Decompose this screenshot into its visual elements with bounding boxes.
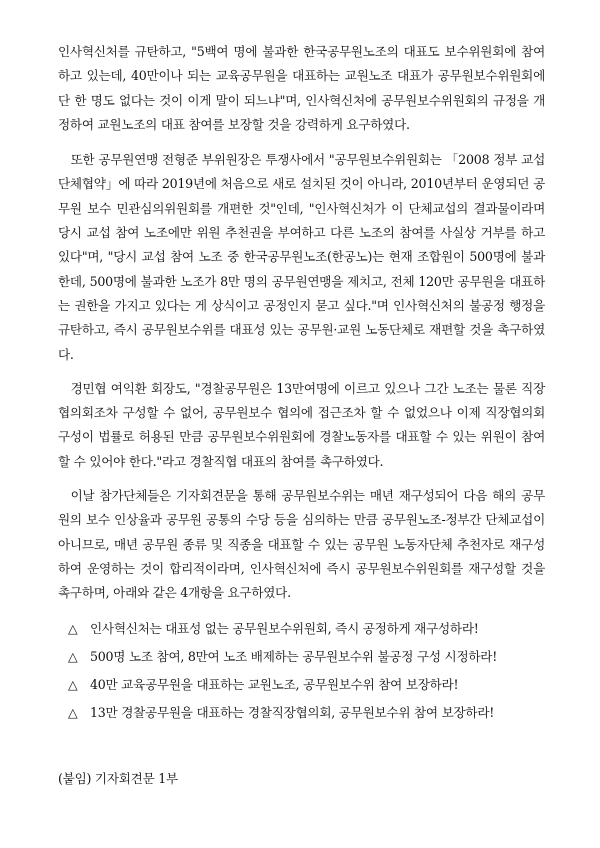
attachment-note: (붙임) 기자회견문 1부	[58, 771, 178, 786]
triangle-bullet-icon: △	[68, 648, 78, 664]
paragraph-federation-speech: 또한 공무원연맹 전형준 부위원장은 투쟁사에서 "공무원보수위원회는 「2008 정부 교섭 단체협약」에 따라 2019년에 처음으로 새로 설치된 것이 아니라, 2010년부터 운영되던 공무원 보수 민관심의위원회를 개편한 것"인데, "인사혁신처가 이 단체교섭의 결과물이라며 당시 교섭 참여 노조에만 위원 추천권을 부여하고 다른 노조의 참여를 사실상 거부를 하고 있다"며, "당시 교섭 참여 노조 중 한국공무원노조(한공노)는 현재 조합원이 500명에 불과한데, 500명에 불과한 노조가 8만 명의 공무원연맹을 제치고, 전체 120만 공무원을 대표하는 권한을 가지고 있다는 게 상식이고 공정인지 묻고 싶다."며 인사혁신처의 불공정 행정을 규탄하고, 즉시 공무원보수위를 대표성 있는 공무원·교원 노동단체로 재편할 것을 촉구하였다.	[58, 152, 545, 362]
demand-item	[58, 699, 545, 727]
demand-text: 500명 노조 참여, 8만여 노조 배제하는 공무원보수위 불공정 구성 시정하라!	[90, 648, 498, 664]
triangle-bullet-icon: △	[68, 704, 78, 720]
demand-item	[58, 615, 545, 643]
paragraph-police-association: 경민협 여익환 회장도, "경찰공무원은 13만여명에 이르고 있으나 그간 노조는 물론 직장협의회조차 구성할 수 없어, 공무원보수 협의에 접근조차 할 수 없었으나 이제 직장협의회 구성이 법률로 허용된 만큼 공무원보수위원회에 경찰노동자를 대표할 수 있는 위원이 참여할 수 있어야 한다."라고 경찰직협 대표의 참여를 촉구하였다.	[58, 380, 545, 469]
triangle-bullet-icon: △	[68, 676, 78, 692]
demand-text: 인사혁신처는 대표성 없는 공무원보수위원회, 즉시 공정하게 재구성하라!	[90, 620, 479, 636]
paragraph-press-conference: 이날 참가단체들은 기자회견문을 통해 공무원보수위는 매년 재구성되어 다음 해의 공무원의 보수 인상율과 공무원 공통의 수당 등을 심의하는 만큼 공무원노조-정부간 단체교섭이 아니므로, 매년 공무원 종류 및 직종을 대표할 수 있는 공무원 노동자단체 추천자로 재구성하여 운영하는 것이 합리적이라며, 인사혁신처에 즉시 공무원보수위원회를 재구성할 것을 촉구하며, 아래와 같은 4개항을 요구하였다.	[58, 488, 545, 601]
demand-item	[58, 643, 545, 671]
triangle-bullet-icon: △	[68, 620, 78, 636]
demand-item	[58, 671, 545, 699]
paragraph-teachers-union: 인사혁신처를 규탄하고, "5백여 명에 불과한 한국공무원노조의 대표도 보수위원회에 참여하고 있는데, 40만이나 되는 교육공무원을 대표하는 교원노조 대표가 공무원보수위원회에 단 한 명도 없다는 것이 이게 말이 되느냐"며, 인사혁신처에 공무원보수위원회의 규정을 개정하여 교원노조의 대표 참여를 보장할 것을 강력하게 요구하였다.	[58, 44, 545, 132]
demand-text: 13만 경찰공무원을 대표하는 경찰직장협의회, 공무원보수위 참여 보장하라!	[90, 704, 495, 720]
demand-list	[58, 615, 545, 727]
document-body	[58, 40, 545, 727]
demand-text: 40만 교육공무원을 대표하는 교원노조, 공무원보수위 참여 보장하라!	[90, 676, 459, 692]
